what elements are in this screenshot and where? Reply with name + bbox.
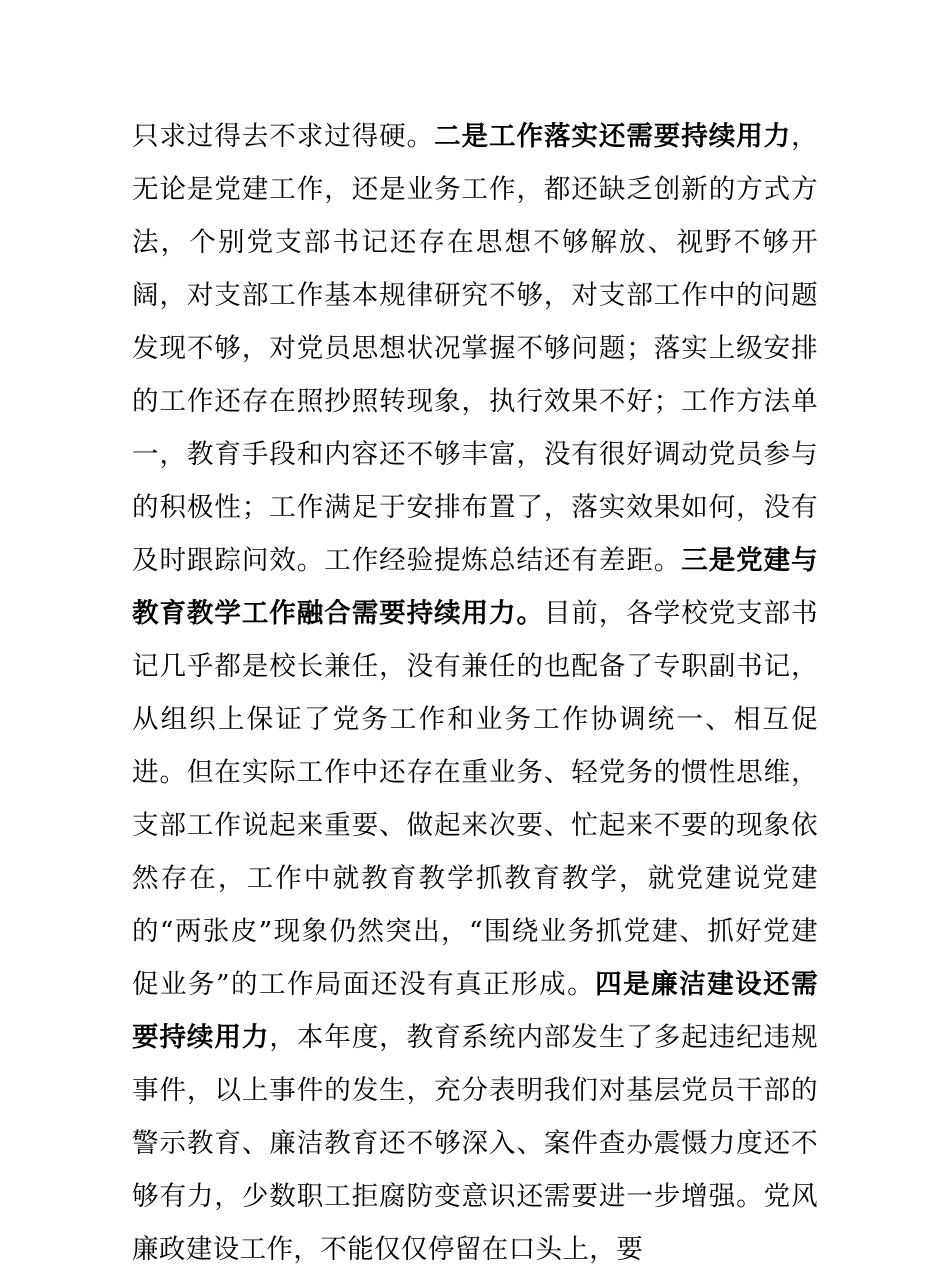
body-run-bold: 三是党建与教育教学工作融合需要持续用力。 [132,545,818,629]
body-run: 只求过得去不求过得硬。 [132,121,435,152]
body-paragraph [132,110,818,1276]
body-run: 目前，各学校党支部书记几乎都是校长兼任，没有兼任的也配备了专职副书记，从组织上保证了党务工作和业务工作协调统一、相互促进。但在实际工作中还存在重业务、轻党务的惯性思维，支部工作说起来重要、做起来次要、忙起来不要的现象依然存在，工作中就教育教学抓教育教学，就党建说党建的“两张皮”现象仍然突出，“围绕业务抓党建、抓好党建促业务”的工作局面还没有真正形成。 [132,598,818,1000]
body-run-bold: 二是工作落实还需要持续用力 [434,121,792,152]
body-run: ，无论是党建工作，还是业务工作，都还缺乏创新的方式方法，个别党支部书记还存在思想不够解放、视野不够开阔，对支部工作基本规律研究不够，对支部工作中的问题发现不够，对党员思想状况掌握不够问题；落实上级安排的工作还存在照抄照转现象，执行效果不好；工作方法单一，教育手段和内容还不够丰富，没有很好调动党员参与的积极性；工作满足于安排布置了，落实效果如何，没有及时跟踪问效。工作经验提炼总结还有差距。 [132,121,819,576]
body-run-bold: 四是廉洁建设还需要持续用力 [132,969,818,1053]
body-run: ，本年度，教育系统内部发生了多起违纪违规事件，以上事件的发生，充分表明我们对基层党员干部的警示教育、廉洁教育还不够深入、案件查办震慑力度还不够有力，少数职工拒腐防变意识还需要进一步增强。党风廉政建设工作，不能仅仅停留在口头上，要 [132,1022,818,1265]
document-body [132,110,818,1276]
